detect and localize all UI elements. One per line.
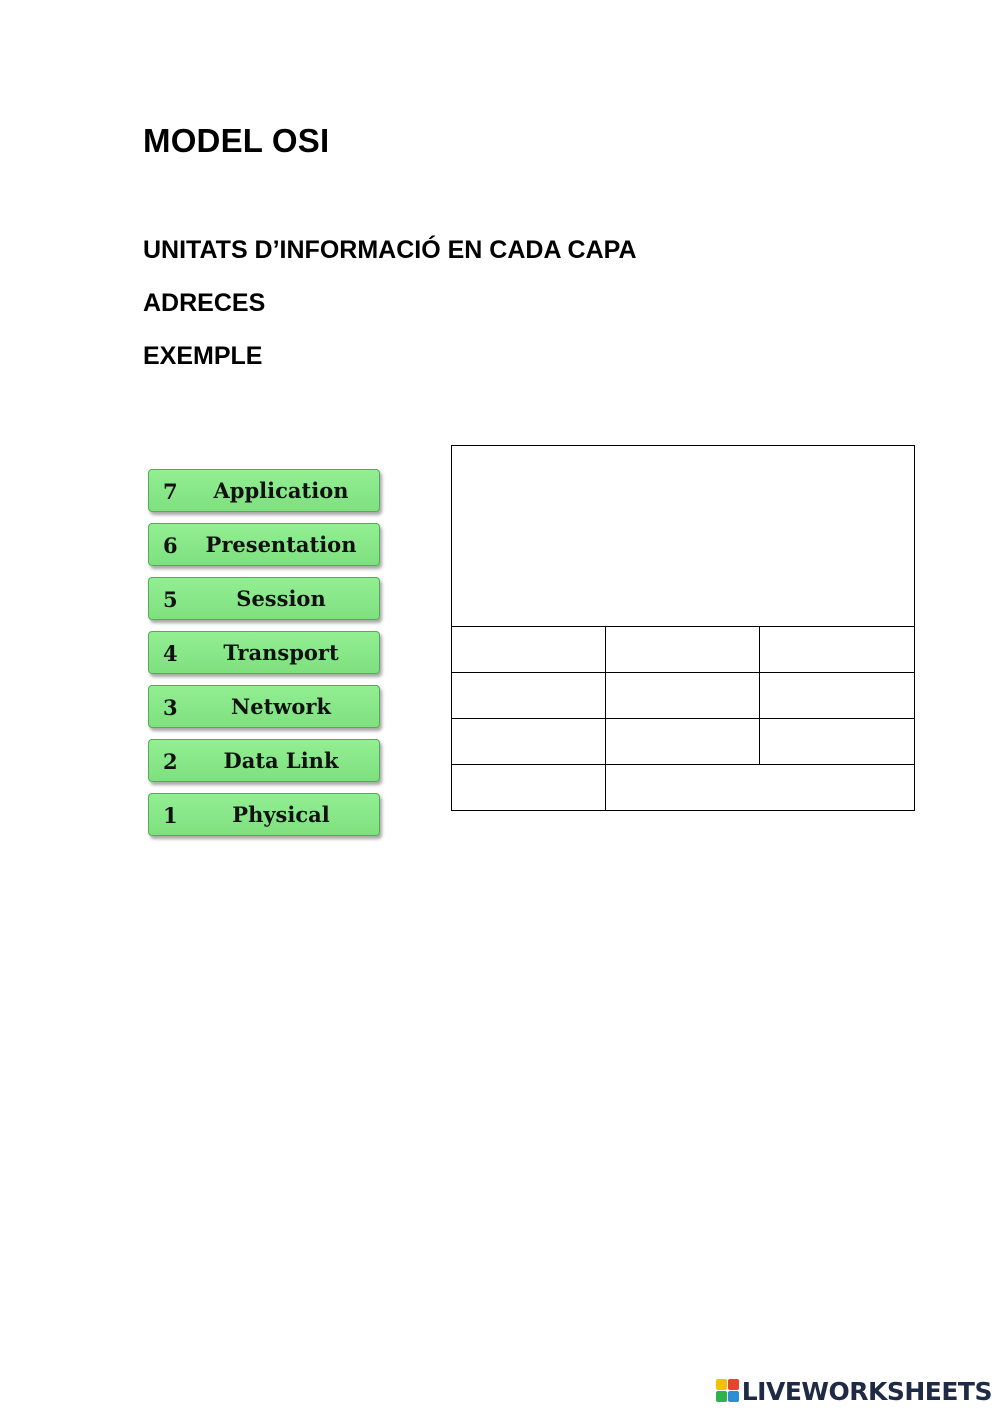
osi-layer-3 [148, 685, 380, 728]
layer-number: 1 [163, 803, 178, 828]
layer-name: Data Link [223, 748, 339, 773]
layer-number: 7 [163, 479, 178, 504]
layer-number: 3 [163, 695, 178, 720]
liveworksheets-brand [716, 1377, 992, 1405]
section-heading-units: UNITATS D’INFORMACIÓ EN CADA CAPA [143, 236, 637, 264]
layer-name: Application [213, 478, 349, 503]
layer-name: Presentation [205, 532, 357, 557]
osi-layer-2 [148, 739, 380, 782]
osi-layer-5 [148, 577, 380, 620]
brand-name: LIVEWORKSHEETS [741, 1376, 992, 1406]
answer-cell[interactable] [451, 764, 606, 811]
layer-number: 2 [163, 749, 178, 774]
osi-layer-1 [148, 793, 380, 836]
answer-cell[interactable] [605, 672, 760, 719]
section-heading-addresses: ADRECES [143, 289, 266, 317]
layer-name: Physical [232, 802, 330, 827]
answer-cell[interactable] [605, 626, 760, 673]
answer-cell[interactable] [451, 626, 606, 673]
section-heading-example: EXEMPLE [143, 342, 263, 370]
layer-name: Network [231, 694, 331, 719]
answer-cell[interactable] [451, 718, 606, 765]
osi-layer-stack [148, 469, 380, 847]
page-title: MODEL OSI [143, 122, 330, 159]
layer-name: Transport [223, 640, 339, 665]
osi-layer-7 [148, 469, 380, 512]
layer-number: 5 [163, 587, 178, 612]
answer-text-box[interactable] [451, 445, 915, 628]
answer-cell[interactable] [605, 718, 760, 765]
answer-cell[interactable] [451, 672, 606, 719]
answer-cell-wide[interactable] [605, 764, 915, 811]
osi-layer-6 [148, 523, 380, 566]
layer-number: 4 [163, 641, 178, 666]
osi-layer-4 [148, 631, 380, 674]
liveworksheets-logo-icon [716, 1379, 740, 1403]
layer-name: Session [236, 586, 326, 611]
answer-cell[interactable] [759, 626, 915, 673]
answer-cell[interactable] [759, 672, 915, 719]
answer-cell[interactable] [759, 718, 915, 765]
layer-number: 6 [163, 533, 178, 558]
